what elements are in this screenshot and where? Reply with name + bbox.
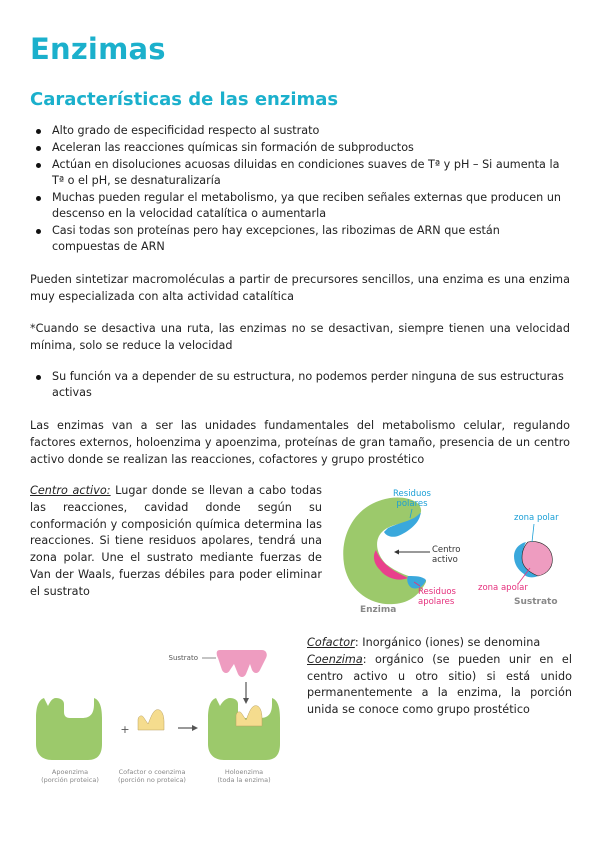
- centro-activo-paragraph: [30, 483, 322, 601]
- list-item: Alto grado de especificidad respecto al sustrato: [30, 123, 570, 139]
- cofactor-text: : Inorgánico (iones) se denomina: [354, 636, 541, 649]
- active-site-figure: [328, 480, 573, 620]
- cofactor-sublabel: (porción no proteica): [118, 776, 186, 784]
- apoenzima-sublabel: (porción proteica): [41, 776, 99, 784]
- coenzima-text: : orgánico (se pueden unir en el centro activo u otro sitio) si está unido permanentemente a la enzima, la porción unida se conoce como grupo prostético: [307, 652, 572, 717]
- holoenzyme-shape: [208, 698, 280, 760]
- function-list: [30, 369, 570, 402]
- sustrato-label: Sustrato: [168, 654, 198, 662]
- substrate-shape: [217, 650, 267, 677]
- page-title: Enzimas: [30, 32, 166, 66]
- plus-sign: +: [120, 723, 130, 736]
- paragraph-units: Las enzimas van a ser las unidades fundamentales del metabolismo celular, regulando factores externos, holoenzima y apoenzima, proteínas de gran tamaño, presencia de un centro activo donde se realizan las reacciones, cofactores y grupo prostético: [30, 419, 570, 466]
- cofactor-paragraph: [307, 635, 572, 719]
- cofactor-shape: [138, 710, 164, 730]
- coenzima-term: Coenzima: [307, 652, 363, 666]
- characteristics-list: [30, 123, 570, 256]
- residuos-apolares-label-2: apolares: [418, 597, 455, 607]
- paragraph-note: *Cuando se desactiva una ruta, las enzimas no se desactivan, siempre tienen una velocidad mínima, solo se reduce la velocidad: [30, 322, 570, 352]
- centro-activo-text: Lugar donde se llevan a cabo todas las reacciones, cavidad donde según su conformación y composición química determina las reacciones. Si tiene residuos apolares, tendrá una zona polar. Une el sustrato mediante fuerzas de Van der Waals, fuerzas débiles para poder eliminar el sustrato: [30, 484, 322, 598]
- cofactor-term: Cofactor: [307, 636, 355, 649]
- apoenzyme-shape: [36, 698, 102, 760]
- residuos-polares-label: Residuos: [393, 489, 431, 499]
- residuos-polares-label-2: polares: [396, 499, 428, 509]
- holoenzyme-cofactor-shape: [236, 706, 262, 726]
- zona-polar-label: zona polar: [514, 513, 559, 523]
- holoenzima-label: Holoenzima: [224, 768, 264, 776]
- list-item: Actúan en disoluciones acuosas diluidas en condiciones suaves de Tª y pH – Si aumenta la Tª o el pH, se desnaturalizaría: [30, 157, 570, 189]
- enzima-label: Enzima: [360, 605, 397, 615]
- cofactor-label: Cofactor o coenzima: [118, 768, 186, 776]
- centro-activo-term: Centro activo:: [30, 484, 111, 497]
- sustrato-label: Sustrato: [514, 597, 558, 607]
- list-item: Muchas pueden regular el metabolismo, ya que reciben señales externas que producen un descenso en la velocidad catalítica o aumentarla: [30, 190, 570, 222]
- holoenzyme-figure: [30, 640, 302, 796]
- list-item: Su función va a depender de su estructura, no podemos perder ninguna de sus estructuras activas: [30, 369, 570, 401]
- centro-activo-label-2: activo: [432, 555, 458, 565]
- paragraph-synthesis: Pueden sintetizar macromoléculas a partir de precursores sencillos, una enzima es una enzima muy especializada con alta actividad catalítica: [30, 273, 570, 303]
- residuos-apolares-label: Residuos: [418, 587, 456, 597]
- apoenzima-label: Apoenzima: [51, 768, 89, 776]
- centro-activo-label: Centro: [432, 545, 461, 555]
- zona-apolar-label: zona apolar: [478, 583, 528, 593]
- list-item: Aceleran las reacciones químicas sin formación de subproductos: [30, 140, 570, 156]
- holoenzima-sublabel: (toda la enzima): [217, 776, 271, 784]
- section-title: Características de las enzimas: [30, 89, 339, 110]
- list-item: Casi todas son proteínas pero hay excepciones, las ribozimas de ARN que están compuestas de ARN: [30, 223, 570, 255]
